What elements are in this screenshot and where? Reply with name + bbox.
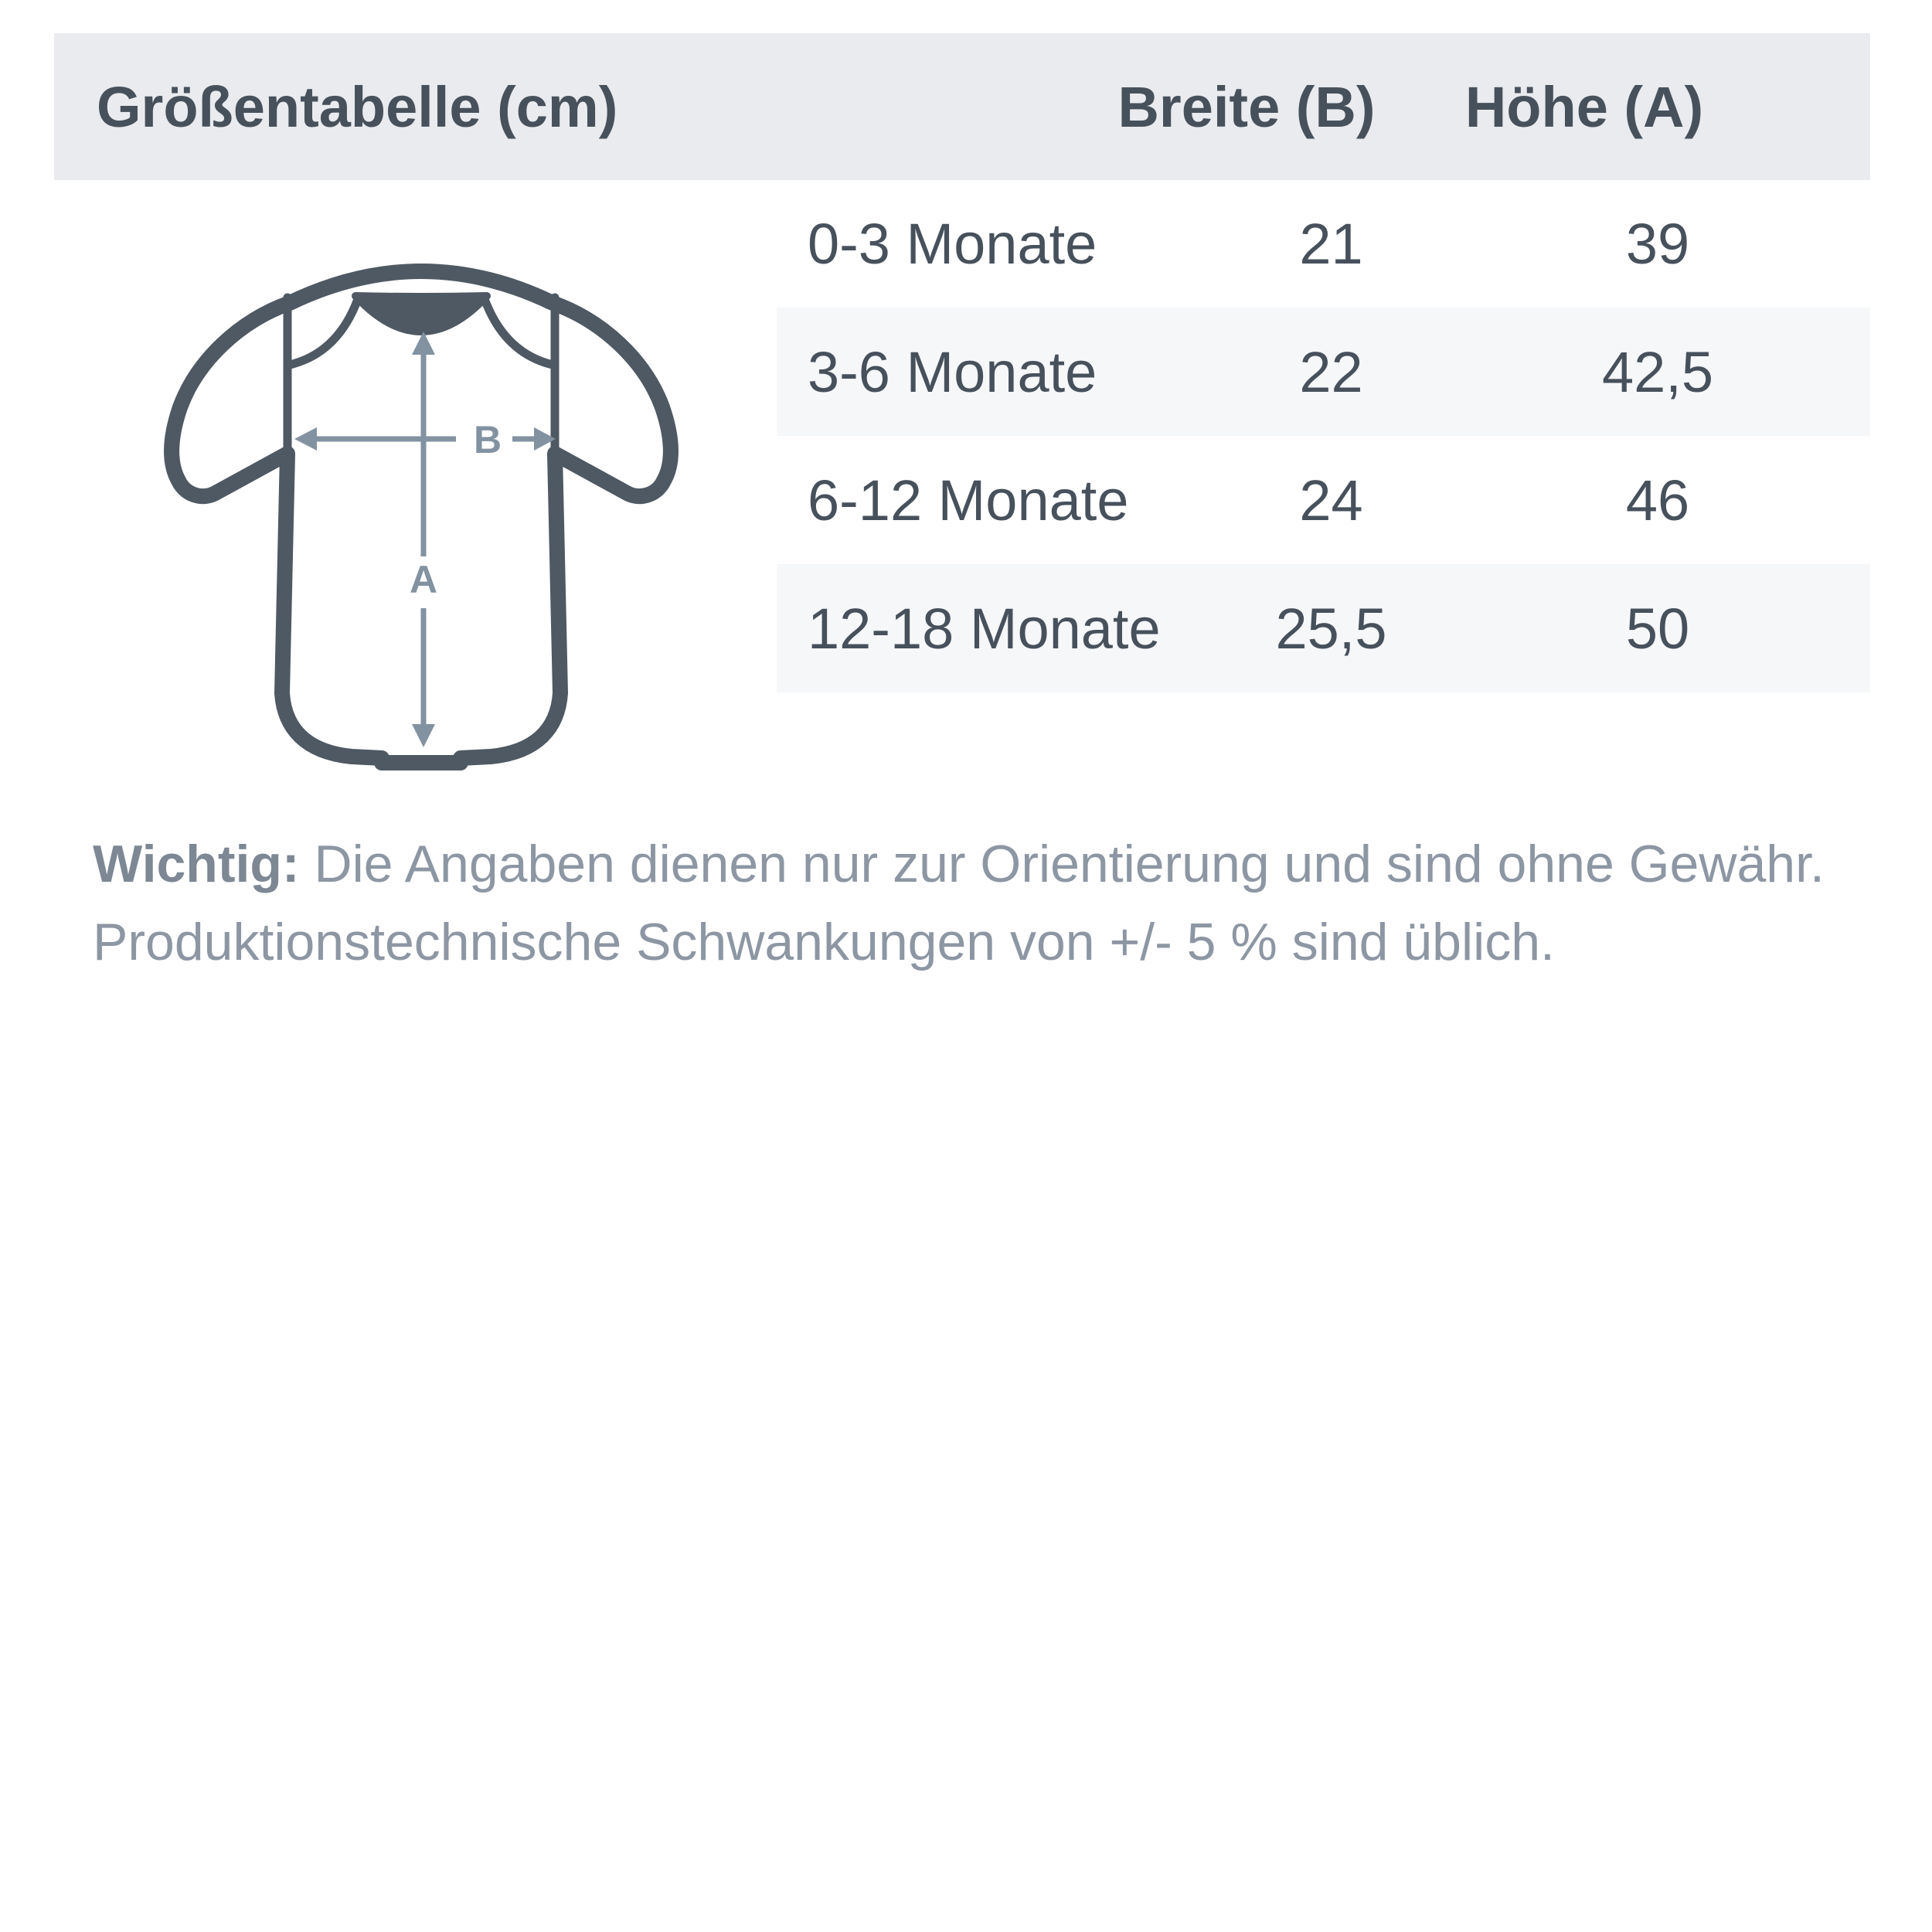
hoehe-value: 50 — [1625, 596, 1690, 661]
size-label: 6-12 Monate — [808, 468, 1129, 532]
size-label: 12-18 Monate — [808, 596, 1161, 661]
size-label: 0-3 Monate — [808, 211, 1097, 276]
disclaimer-line-2: Produktionstechnische Schwankungen von +/- 5 % sind üblich. — [93, 913, 1555, 971]
breite-value: 24 — [1299, 468, 1363, 532]
disclaimer-note — [93, 825, 1825, 981]
bodysuit-diagram — [158, 259, 684, 784]
table-row — [777, 436, 1870, 564]
hoehe-value: 39 — [1625, 211, 1690, 276]
table-row — [777, 179, 1870, 308]
column-header-breite: Breite (B) — [1117, 74, 1376, 139]
size-label: 3-6 Monate — [808, 339, 1097, 404]
column-header-hoehe: Höhe (A) — [1464, 74, 1704, 139]
disclaimer-label: Wichtig: — [93, 835, 300, 893]
width-arrow-left-head — [294, 427, 317, 451]
hoehe-value: 46 — [1625, 468, 1690, 532]
width-label-b: B — [474, 418, 502, 461]
page-title: Größentabelle (cm) — [97, 74, 618, 139]
height-label-a: A — [410, 558, 438, 601]
table-header-bar — [54, 33, 1870, 180]
table-row — [777, 564, 1870, 692]
collar — [355, 296, 487, 332]
breite-value: 22 — [1299, 339, 1363, 404]
height-arrow-bottom-head — [412, 724, 435, 747]
breite-value: 25,5 — [1275, 596, 1387, 661]
breite-value: 21 — [1299, 211, 1363, 276]
disclaimer-line-1 — [93, 825, 1825, 903]
table-row — [777, 308, 1870, 436]
hoehe-value: 42,5 — [1601, 339, 1714, 404]
disclaimer-text-1: Die Angaben dienen nur zur Orientierung und sind ohne Gewähr. — [314, 835, 1825, 893]
